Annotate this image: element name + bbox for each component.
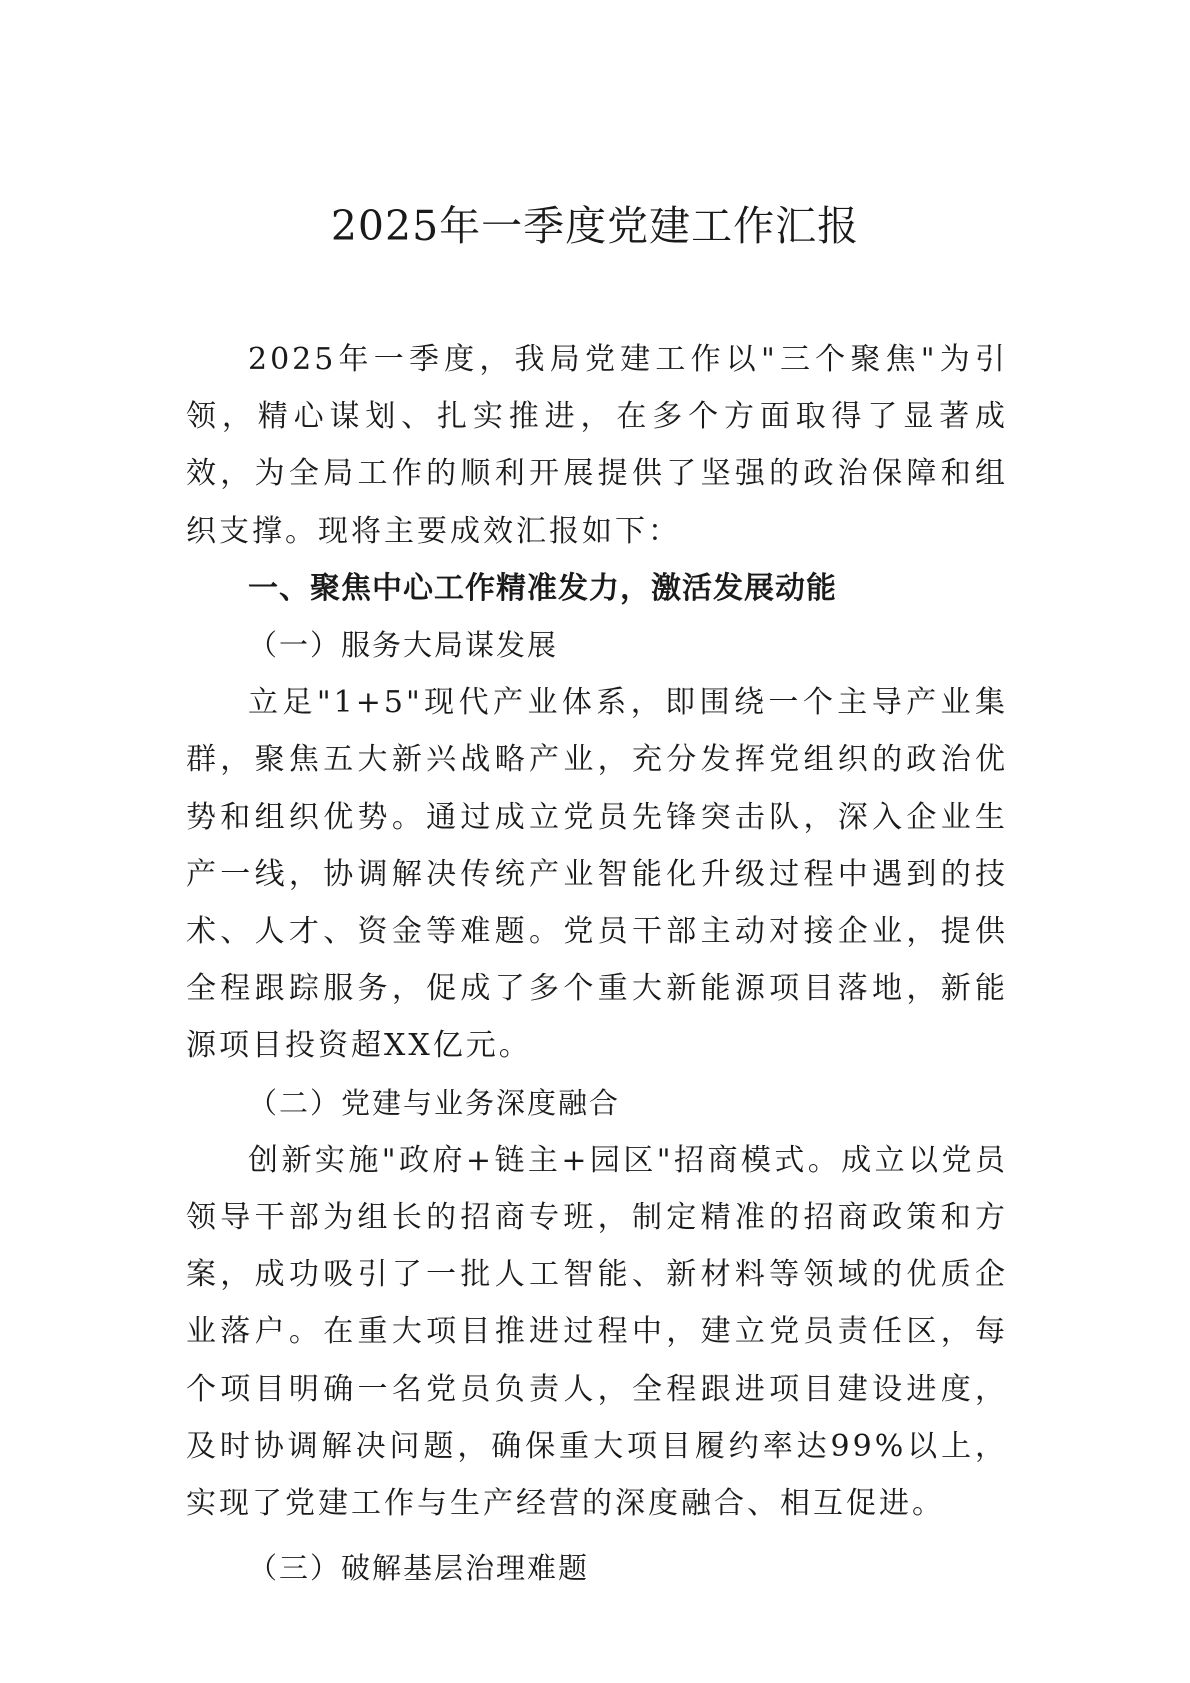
subsection-paragraph-1: 立足"1+5"现代产业体系，即围绕一个主导产业集群，聚焦五大新兴战略产业，充分发挥党组织的政治优势和组织优势。通过成立党员先锋突击队，深入企业生产一线，协调解决传统产业智能化升级过程中遇到的技术、人才、资金等难题。党员干部主动对接企业，提供全程跟踪服务，促成了多个重大新能源项目落地，新能源项目投资超XX亿元。	[186, 685, 1008, 1064]
document-body	[186, 331, 1008, 1597]
intro-paragraph: 2025年一季度，我局党建工作以"三个聚焦"为引领，精心谋划、扎实推进，在多个方面取得了显著成效，为全局工作的顺利开展提供了坚强的政治保障和组织支撑。现将主要成效汇报如下：	[186, 342, 1008, 549]
subsection-heading-1: （一）服务大局谋发展	[248, 628, 559, 663]
spacer	[186, 1532, 1008, 1540]
subsection-paragraph-2: 创新实施"政府+链主+园区"招商模式。成立以党员领导干部为组长的招商专班，制定精准的招商政策和方案，成功吸引了一批人工智能、新材料等领域的优质企业落户。在重大项目推进过程中，建立党员责任区，每个项目明确一名党员负责人，全程跟进项目建设进度，及时协调解决问题，确保重大项目履约率达99%以上，实现了党建工作与生产经营的深度融合、相互促进。	[186, 1142, 1008, 1522]
section-heading-1: 一、聚焦中心工作精准发力，激活发展动能	[248, 570, 837, 606]
subsection-heading-3: （三）破解基层治理难题	[248, 1551, 590, 1586]
document-title: 2025年一季度党建工作汇报	[330, 202, 860, 250]
subsection-heading-2: （二）党建与业务深度融合	[248, 1085, 621, 1120]
